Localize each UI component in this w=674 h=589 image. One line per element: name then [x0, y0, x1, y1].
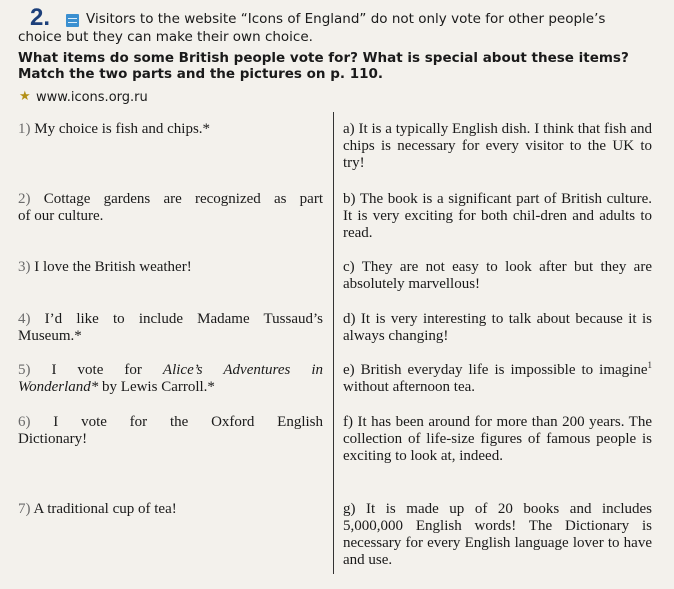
- right-item-a: a) It is a typically English dish. I think that fish and chips is necessary for every visitor to the UK to try!: [343, 121, 652, 171]
- book-icon: [66, 14, 79, 27]
- left-item-6: [18, 414, 323, 448]
- left-item-2: [18, 191, 323, 225]
- intro-line-2: choice but they can make their own choice.: [18, 29, 313, 45]
- item-text: I vote for: [51, 362, 163, 378]
- intro-line-1: Visitors to the website “Icons of England” do not only vote for other people’s: [86, 11, 606, 27]
- item-text: of our culture.: [18, 208, 104, 224]
- item-number: 4): [18, 311, 31, 327]
- item-number: 3): [18, 259, 31, 275]
- item-number: 6): [18, 414, 31, 430]
- right-item-g: g) It is made up of 20 books and includes 5,000,000 English words! The Dictionary is necessary for every English language lover to have and use.: [343, 501, 652, 568]
- right-item-c: c) They are not easy to look after but they are absolutely marvellous!: [343, 259, 652, 292]
- book-title: Wonderland*: [18, 379, 99, 395]
- left-item-5: [18, 362, 323, 396]
- item-text: I love the British weather!: [34, 259, 192, 275]
- book-title: Alice’s Adventures in: [162, 362, 324, 378]
- item-text: Museum.*: [18, 328, 82, 344]
- right-item-b: b) The book is a significant part of British culture. It is very exciting for both chil-dren and adults to read.: [343, 191, 652, 241]
- right-item-f: f) It has been around for more than 200 years. The collection of life-size figures of famous people is exciting to look at, indeed.: [343, 414, 652, 464]
- item-text: e) British everyday life is impossible to imagine: [343, 362, 648, 378]
- left-item-4: [18, 311, 323, 345]
- item-number: 1): [18, 121, 31, 137]
- item-number: 2): [18, 191, 31, 207]
- footnote-marker: 1: [647, 360, 652, 370]
- website-link[interactable]: www.icons.org.ru: [36, 90, 148, 105]
- item-text: A traditional cup of tea!: [33, 501, 177, 517]
- item-text: by Lewis Carroll.*: [98, 379, 215, 395]
- question-line-1: What items do some British people vote for? What is special about these items?: [18, 50, 629, 66]
- question-line-2: Match the two parts and the pictures on p. 110.: [18, 66, 384, 82]
- item-text: I vote for the Oxford English: [53, 414, 324, 430]
- item-text: I’d like to include Madame Tussaud’s: [44, 311, 323, 327]
- exercise-number: 2.: [30, 4, 51, 31]
- star-icon: ★: [19, 89, 31, 104]
- left-item-7: [18, 501, 323, 518]
- right-item-e: [343, 362, 652, 396]
- item-text: Cottage gardens are recognized as part: [43, 191, 323, 207]
- column-divider: [333, 112, 334, 574]
- left-item-1: [18, 121, 323, 138]
- item-text: Dictionary!: [18, 431, 88, 447]
- left-item-3: [18, 259, 323, 276]
- right-item-d: d) It is very interesting to talk about because it is always changing!: [343, 311, 652, 344]
- item-number: 7): [18, 501, 31, 517]
- item-number: 5): [18, 362, 31, 378]
- item-text: without afternoon tea.: [343, 379, 476, 395]
- item-text: My choice is fish and chips.*: [34, 121, 211, 137]
